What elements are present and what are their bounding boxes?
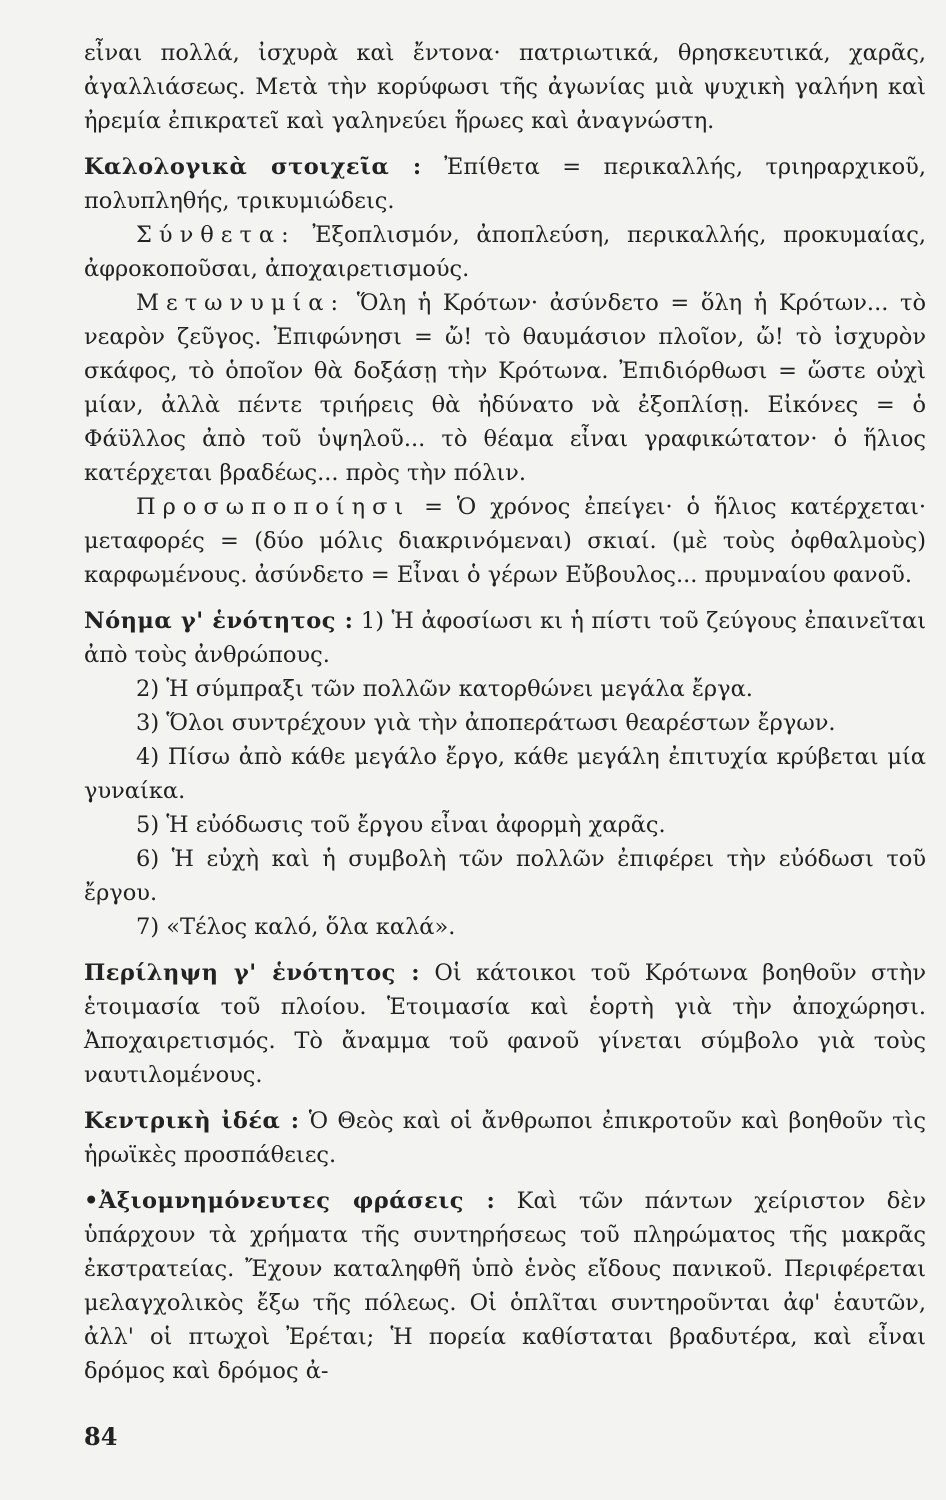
perilipsi-text: Οἱ κάτοικοι τοῦ Κρότωνα βοηθοῦν στὴν ἑτοιμασία τοῦ πλοίου. Ἑτοιμασία καὶ ἑορτὴ γιὰ τὴν ἀποχώρησι. Ἀποχαιρετισμός. Τὸ ἄναμμα τοῦ φανοῦ γίνεται σύμβολο γιὰ τοὺς ναυτιλομένους. xyxy=(84,960,926,1088)
page-number: 84 xyxy=(84,1422,118,1451)
noima-item: 2) Ἡ σύμπραξι τῶν πολλῶν κατορθώνει μεγάλα ἔργα. xyxy=(136,676,753,702)
axiomnimoneutes-paragraph xyxy=(84,1184,926,1388)
perilipsi-paragraph xyxy=(84,956,926,1092)
kalologika-paragraph xyxy=(84,150,926,218)
page-body xyxy=(84,36,926,1388)
metonymia-paragraph xyxy=(84,286,926,490)
prosopopoiisi-label: Προσωποποίησι xyxy=(136,494,411,520)
syntheta-text: Ἐξοπλισμόν, ἀποπλεύση, περικαλλής, προκυμαίας, ἀφροκοποῦσαι, ἀποχαιρετισμούς. xyxy=(84,222,926,282)
axiomnimoneutes-text: Καὶ τῶν πάντων χείριστον δὲν ὑπάρχουν τὰ χρήματα τῆς συντηρήσεως τοῦ πληρώματος τῆς μακρᾶς ἐκστρατείας. Ἔχουν καταληφθῆ ὑπὸ ἑνὸς εἴδους πανικοῦ. Περιφέρεται μελαγχολικὸς ἔξω τῆς πόλεως. Οἱ ὁπλῖται συντηροῦνται ἀφ' ἑαυτῶν, ἀλλ' οἱ πτωχοὶ Ἐρέται; Ἡ πορεία καθίσταται βραδυτέρα, καὶ εἶναι δρόμος καὶ δρόμος ἀ- xyxy=(84,1188,927,1384)
kentriki-text: Ὁ Θεὸς καὶ οἱ ἄνθρωποι ἐπικροτοῦν καὶ βοηθοῦν τὶς ἡρωϊκὲς προσπάθειες. xyxy=(84,1108,927,1168)
noima-paragraph xyxy=(84,604,926,672)
noima-item: 1) Ἡ ἀφοσίωσι κι ἡ πίστι τοῦ ζεύγους ἐπαινεῖται ἀπὸ τοὺς ἀνθρώπους. xyxy=(84,608,927,668)
noima-item: 3) Ὅλοι συντρέχουν γιὰ τὴν ἀποπεράτωσι θεαρέστων ἔργων. xyxy=(136,710,836,736)
axiomnimoneutes-label: •Ἀξιομνημόνευτες φράσεις : xyxy=(84,1188,496,1214)
kalologika-label: Καλολογικὰ στοιχεῖα : xyxy=(84,154,422,180)
syntheta-label: Σύνθετα: xyxy=(136,222,296,248)
kentriki-paragraph xyxy=(84,1104,926,1172)
prosopopoiisi-paragraph xyxy=(84,490,926,592)
prosopopoiisi-text: = Ὁ χρόνος ἐπείγει· ὁ ἥλιος κατέρχεται· μεταφορές = (δύο μόλις διακρινόμεναι) σκιαί. (μὲ τοὺς ὀφθαλμοὺς) καρφωμένους. ἀσύνδετο = Εἶναι ὁ γέρων Εὔβουλος... πρυμναίου φανοῦ. xyxy=(84,494,926,588)
perilipsi-label: Περίληψη γ' ἑνότητος : xyxy=(84,960,421,986)
kentriki-label: Κεντρικὴ ἰδέα : xyxy=(84,1108,300,1134)
opening-paragraph: εἶναι πολλά, ἰσχυρὰ καὶ ἔντονα· πατριωτικά, θρησκευτικά, χαρᾶς, ἀγαλλιάσεως. Μετὰ τὴν κορύφωσι τῆς ἀγωνίας μιὰ ψυχικὴ γαλήνη καὶ ἠρεμία ἐπικρατεῖ καὶ γαληνεύει ἥρωες καὶ ἀναγνώστη. xyxy=(84,40,926,134)
metonymia-label: Μετωνυμία: xyxy=(136,290,346,316)
noima-item: 6) Ἡ εὐχὴ καὶ ἡ συμβολὴ τῶν πολλῶν ἐπιφέρει τὴν εὐόδωσι τοῦ ἔργου. xyxy=(84,846,926,906)
noima-item: 7) «Τέλος καλό, ὅλα καλά». xyxy=(136,914,456,940)
metonymia-text: Ὅλη ἡ Κρότων· ἀσύνδετο = ὅλη ἡ Κρότων... τὸ νεαρὸν ζεῦγος. Ἐπιφώνησι = ὤ! τὸ θαυμάσιον πλοῖον, ὤ! τὸ ἰσχυρὸν σκάφος, τὸ ὁποῖον θὰ δοξάσῃ τὴν Κρότωνα. Ἐπιδιόρθωσι = ὥστε οὐχὶ μίαν, ἀλλὰ πέντε τριήρεις θὰ ἠδύνατο νὰ ἐξοπλίσῃ. Εἰκόνες = ὁ Φάϋλλος ἀπὸ τοῦ ὑψηλοῦ... τὸ θέαμα εἶναι γραφικώτατον· ὁ ἥλιος κατέρχεται βραδέως... πρὸς τὴν πόλιν. xyxy=(84,290,926,486)
syntheta-paragraph xyxy=(84,218,926,286)
noima-item: 5) Ἡ εὐόδωσις τοῦ ἔργου εἶναι ἀφορμὴ χαρᾶς. xyxy=(136,812,666,838)
kalologika-text: Ἐπίθετα = περικαλλής, τριηραρχικοῦ, πολυπληθής, τρικυμιώδεις. xyxy=(84,154,926,214)
noima-item: 4) Πίσω ἀπὸ κάθε μεγάλο ἔργο, κάθε μεγάλη ἐπιτυχία κρύβεται μία γυναίκα. xyxy=(84,744,926,804)
noima-label: Νόημα γ' ἑνότητος : xyxy=(84,608,354,634)
